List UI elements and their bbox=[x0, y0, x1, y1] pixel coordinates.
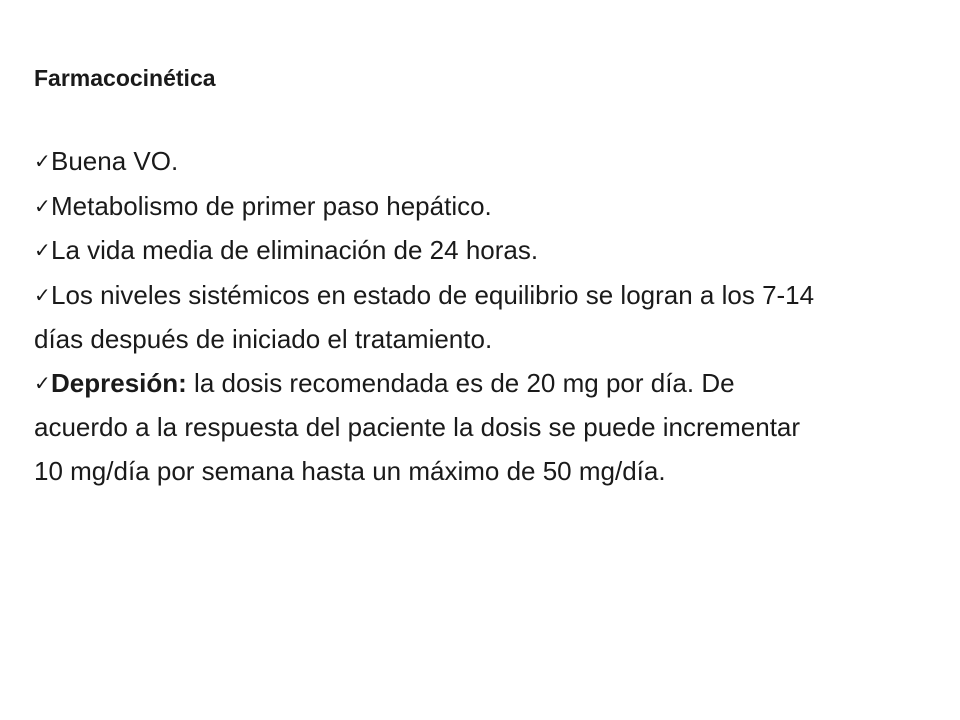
bullet-item bbox=[34, 362, 834, 494]
bullet-text: Los niveles sistémicos en estado de equilibrio se logran a los 7-14 días después de iniciado el tratamiento. bbox=[34, 279, 815, 354]
bullet-text: La vida media de eliminación de 24 horas. bbox=[51, 235, 539, 265]
bullet-text: la dosis recomendada es de 20 mg por día. De acuerdo a la respuesta del paciente la dosis se puede incrementar 10 mg/día por semana hasta un máximo de 50 mg/día. bbox=[34, 367, 801, 486]
bullet-item bbox=[34, 140, 834, 185]
bullet-item bbox=[34, 185, 834, 230]
bullet-text: Metabolismo de primer paso hepático. bbox=[51, 190, 492, 221]
slide-title: Farmacocinética bbox=[34, 65, 216, 91]
bullet-item bbox=[34, 229, 834, 274]
bullet-list bbox=[34, 140, 834, 493]
checkmark-icon: ✓ bbox=[34, 151, 51, 173]
bullet-item bbox=[34, 274, 834, 362]
checkmark-icon: ✓ bbox=[34, 284, 51, 307]
checkmark-icon: ✓ bbox=[34, 195, 51, 218]
checkmark-icon: ✓ bbox=[34, 240, 51, 262]
checkmark-icon: ✓ bbox=[34, 372, 51, 395]
bullet-lead: Depresión: bbox=[51, 367, 187, 398]
bullet-text: Buena VO. bbox=[51, 146, 179, 176]
